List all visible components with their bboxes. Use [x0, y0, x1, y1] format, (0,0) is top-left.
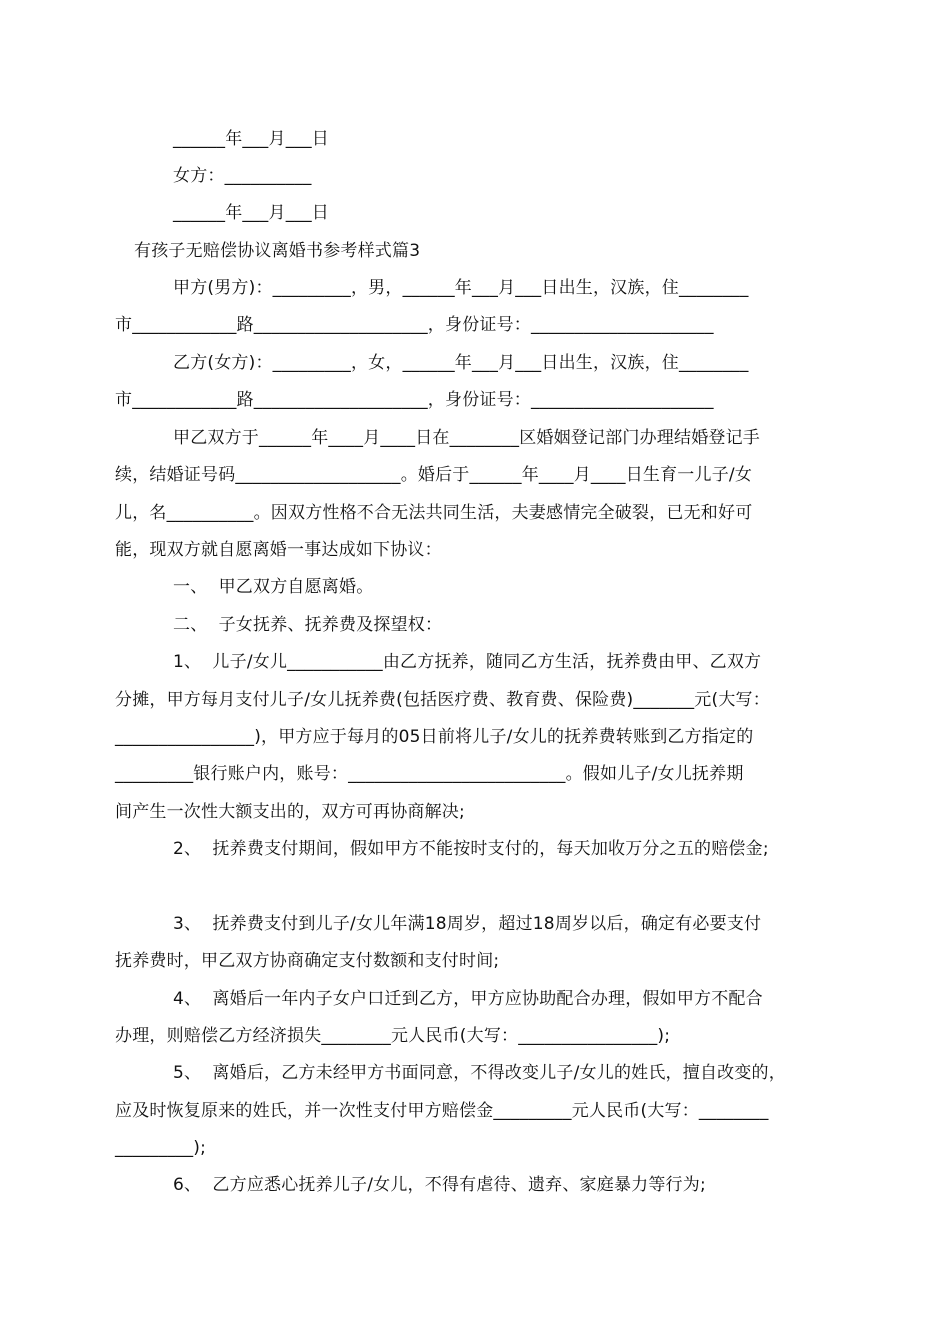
clause-1: 一、 甲乙双方自愿离婚。 [173, 577, 374, 597]
female-party-signature-line: 女方：__________ [173, 166, 312, 186]
item-5-line-1: 5、 离婚后，乙方未经甲方书面同意，不得改变儿子/女儿的姓氏，擅自改变的， [173, 1063, 786, 1083]
section-title: 有孩子无赔偿协议离婚书参考样式篇3 [134, 241, 421, 261]
party-b-info-line-1: 乙方(女方)：_________，女，______年___月___日出生，汉族，住________ [173, 353, 749, 373]
item-1-line-3: ________________)，甲方应于每月的05日前将儿子/女儿的抚养费转账到乙方指定的 [115, 727, 754, 747]
item-3-line-1: 3、 抚养费支付到儿子/女儿年满18周岁，超过18周岁以后，确定有必要支付 [173, 914, 762, 934]
clause-2-heading: 二、 子女抚养、抚养费及探望权： [173, 615, 443, 635]
party-b-info-line-2: 市____________路____________________，身份证号：_____________________ [115, 390, 714, 410]
item-5-line-2: 应及时恢复原来的姓氏，并一次性支付甲方赔偿金_________元人民币(大写：________ [115, 1101, 769, 1121]
preamble-line-2: 续，结婚证号码___________________。婚后于______年____月____日生育一儿子/女 [115, 465, 753, 485]
item-5-line-3: _________); [115, 1138, 207, 1158]
preamble-line-1: 甲乙双方于______年____月____日在________区婚姻登记部门办理结婚登记手 [173, 428, 760, 448]
preamble-line-3: 儿，名__________。因双方性格不合无法共同生活，夫妻感情完全破裂，已无和好可 [115, 503, 753, 523]
item-1-line-2: 分摊，甲方每月支付儿子/女儿抚养费(包括医疗费、教育费、保险费)_______元(大写： [115, 690, 770, 710]
item-1-line-1: 1、 儿子/女儿___________由乙方抚养，随同乙方生活，抚养费由甲、乙双方 [173, 652, 762, 672]
item-1-line-4: _________银行账户内，账号：_________________________。假如儿子/女儿抚养期 [115, 764, 744, 784]
item-4-line-1: 4、 离婚后一年内子女户口迁到乙方，甲方应协助配合办理，假如甲方不配合 [173, 989, 763, 1009]
item-6: 6、 乙方应悉心抚养儿子/女儿，不得有虐待、遗弃、家庭暴力等行为; [173, 1175, 706, 1195]
date-line-2: ______年___月___日 [173, 203, 329, 223]
item-3-line-2: 抚养费时，甲乙双方协商确定支付数额和支付时间; [115, 951, 500, 971]
item-1-line-5: 间产生一次性大额支出的，双方可再协商解决; [115, 802, 465, 822]
item-4-line-2: 办理，则赔偿乙方经济损失________元人民币(大写：________________); [115, 1026, 671, 1046]
party-a-info-line-1: 甲方(男方)：_________，男，______年___月___日出生，汉族，住________ [173, 278, 749, 298]
item-2: 2、 抚养费支付期间，假如甲方不能按时支付的，每天加收万分之五的赔偿金; [173, 839, 769, 859]
preamble-line-4: 能，现双方就自愿离婚一事达成如下协议： [115, 540, 442, 560]
date-line-1: ______年___月___日 [173, 129, 329, 149]
party-a-info-line-2: 市____________路____________________，身份证号：_____________________ [115, 315, 714, 335]
